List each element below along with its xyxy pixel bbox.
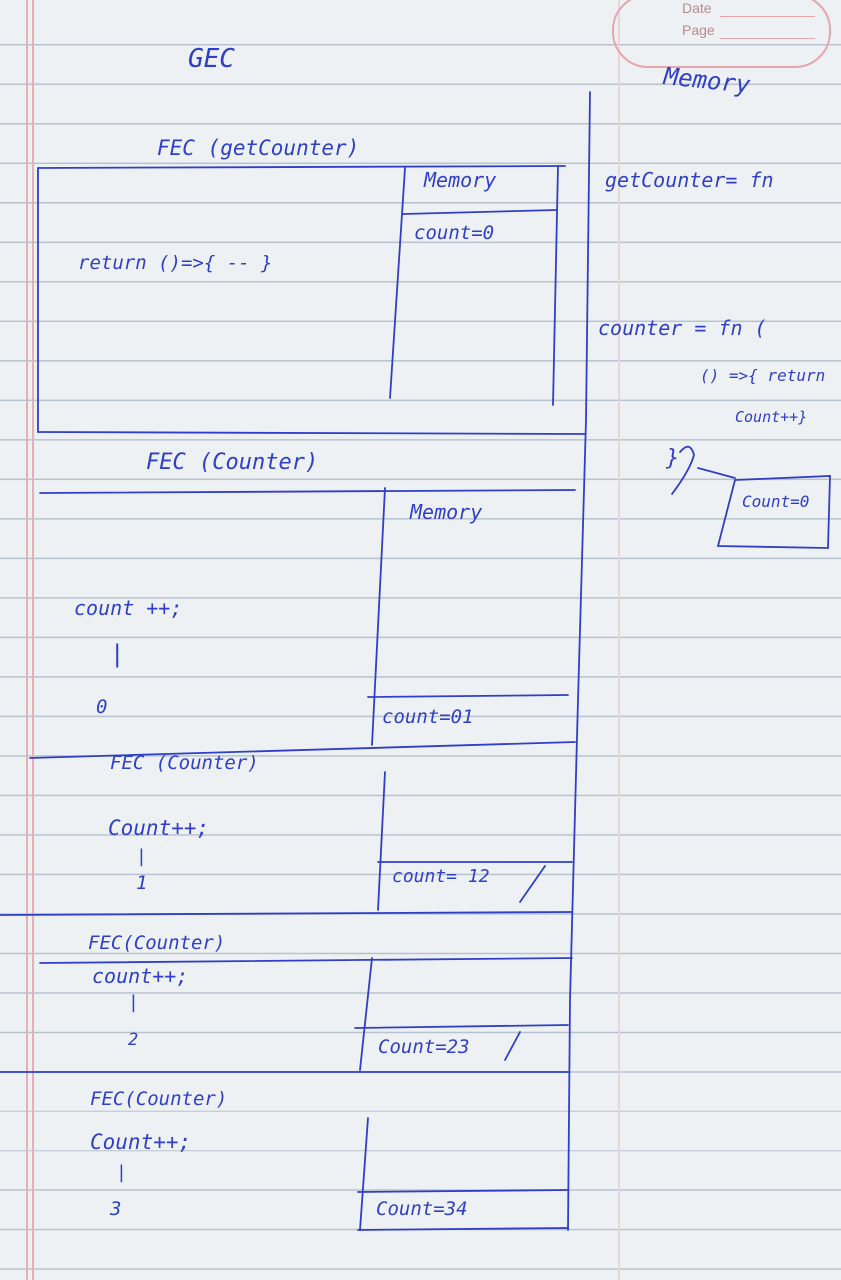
gec-memory-count-zero: Count=0: [742, 492, 810, 511]
fec4-mem-line: [358, 1190, 568, 1192]
fec2-code: Count++;: [108, 816, 210, 840]
fec4-arrow: |: [116, 1162, 127, 1183]
fec2-title: FEC (Counter): [110, 752, 259, 774]
fec-getcounter-title: FEC (getCounter): [157, 136, 360, 160]
fec1-arrow: |: [110, 640, 125, 668]
fec3-memory-value: Count=23: [378, 1036, 470, 1058]
gec-memory-count-inc: Count++}: [735, 408, 808, 426]
strike-mark-1: [520, 866, 545, 902]
fec1-mem-line: [368, 695, 568, 697]
fec4-memory-value: Count=34: [376, 1198, 468, 1220]
gec-title: GEC: [188, 44, 235, 74]
fec2-memory-value: count= 12: [392, 866, 490, 887]
fec1-memory-title: Memory: [410, 500, 483, 524]
fec4-title: FEC(Counter): [90, 1088, 228, 1110]
page-label: Page: [682, 22, 715, 38]
fec4-bottom: [358, 1228, 568, 1230]
fec-getcounter-code: return ()=>{ -- }: [78, 252, 273, 274]
strike-mark-2: [505, 1032, 520, 1060]
fec3-arrow: |: [128, 992, 139, 1013]
fec1-memory-value: count=01: [382, 706, 474, 728]
fec4-result: 3: [110, 1198, 122, 1220]
fec3-title: FEC(Counter): [88, 932, 226, 954]
gec-memory-close: }: [666, 446, 680, 471]
fec4-mem-left: [360, 1118, 368, 1230]
gec-count-box: [718, 476, 830, 548]
fec-getcounter-mem-left: [390, 168, 405, 398]
fec1-code: count ++;: [74, 596, 183, 620]
fec-getcounter-bottom: [38, 432, 585, 434]
fec-getcounter-memory-title: Memory: [424, 168, 497, 192]
fec3-code: count++;: [92, 964, 189, 988]
fec2-mem-left: [378, 772, 385, 910]
fec2-result: 1: [136, 872, 148, 894]
fec3-mem-left: [360, 958, 372, 1070]
date-label: Date: [682, 0, 712, 16]
fec3-top: [40, 958, 572, 963]
fec-getcounter-memory-value: count=0: [414, 222, 495, 244]
gec-memory-counter: counter = fn (: [598, 316, 767, 340]
fec-getcounter-mem-right: [553, 166, 558, 405]
gec-count-pointer: [698, 468, 735, 478]
fec-getcounter-mem-header: [403, 210, 556, 214]
fec4-code: Count++;: [90, 1130, 192, 1154]
fec3-result: 2: [128, 1030, 139, 1050]
fec1-title: FEC (Counter): [146, 450, 319, 475]
gec-memory-divider: [568, 92, 590, 1230]
fec2-bottom: [0, 912, 572, 915]
gec-memory-title: Memory: [662, 62, 752, 99]
fec2-arrow: |: [136, 846, 147, 867]
fec3-mem-line: [355, 1025, 568, 1028]
fec1-result: 0: [96, 696, 108, 718]
gec-memory-getcounter: getCounter= fn: [605, 168, 774, 192]
gec-memory-arrow-fn: () =>{ return: [700, 366, 826, 385]
fec1-top: [40, 490, 575, 493]
